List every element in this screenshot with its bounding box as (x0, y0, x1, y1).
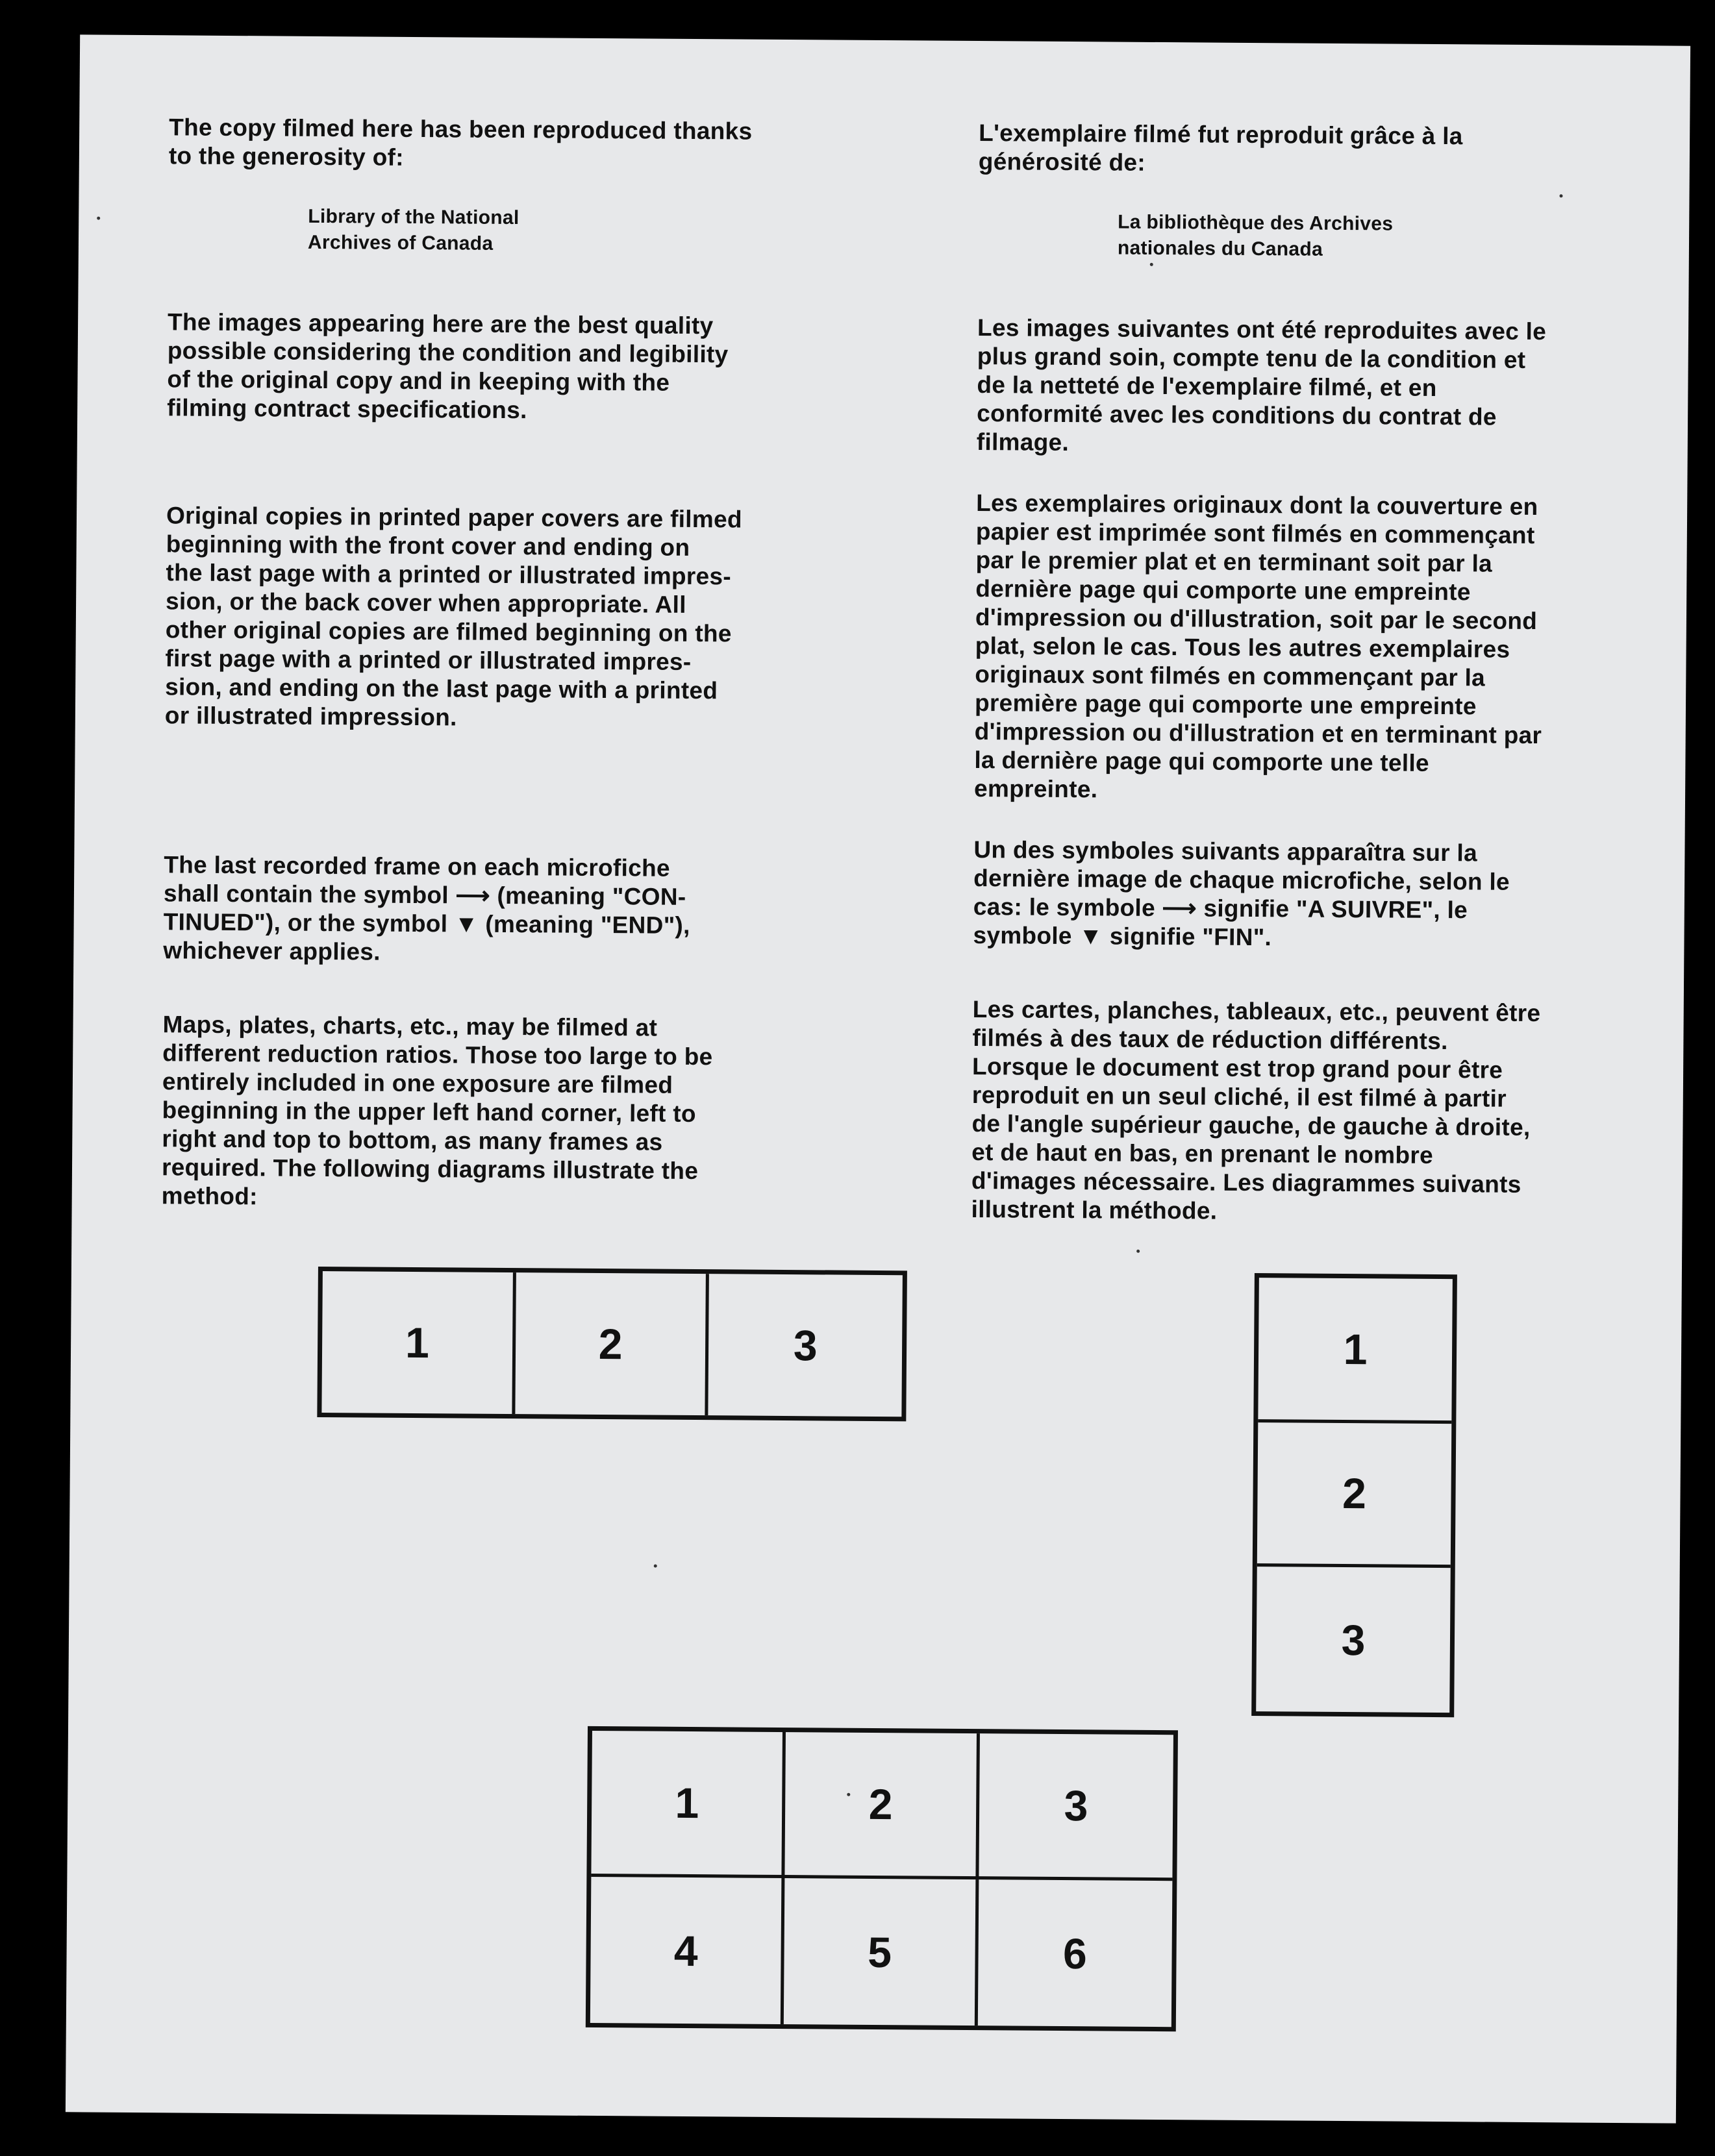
frame-cell: 2 (1257, 1422, 1452, 1568)
vertical-frame-diagram (1251, 1273, 1457, 1717)
english-covers-paragraph: Original copies in printed paper covers are filmed beginning with the front cover and ending on the last page with a printed or illustrated impres- sion, or the back cover when appropriate. All other original copies are filmed beginning on the first page with a printed or illustrated impres- sion, and ending on the last page with a printed or illustrated impression. (164, 502, 742, 731)
english-symbols-paragraph: The last recorded frame on each microfiche shall contain the symbol ⟶ (meaning "CON- TINUED"), or the symbol ▼ (meaning "END"), whichever applies. (163, 851, 690, 965)
frame-cell: 3 (793, 1321, 818, 1370)
dust-speck (654, 1565, 657, 1568)
frame-cell: 6 (1062, 1929, 1088, 1977)
dust-speck (847, 1793, 850, 1796)
frame-cell: 2 (515, 1272, 709, 1415)
frame-cell: 1 (321, 1271, 516, 1414)
frame-cell: 1 (1258, 1278, 1453, 1424)
french-institution: La bibliothèque des Archives nationales du Canada (1117, 211, 1394, 260)
frame-cell: 3 (979, 1733, 1173, 1881)
english-maps-paragraph: Maps, plates, charts, etc., may be filmed at different reduction ratios. Those too large to be entirely included in one exposure are filmed beginning in the upper left hand corner, left to right and top to bottom, as many frames as required. The following diagrams illustrate the method: (161, 1011, 713, 1210)
frame-cell: 3 (1341, 1615, 1366, 1664)
frame-cell: 2 (785, 1732, 980, 1879)
english-thanks: The copy filmed here has been reproduced thanks to the generosity of: (168, 114, 753, 171)
french-covers-paragraph: Les exemplaires originaux dont la couverture en papier est imprimée sont filmés en commençant par le premier plat et en terminant soit par la dernière page qui comporte une empreinte d'impression ou d'illustration, soit par le second plat, selon le cas. Tous les autres exemplaires originaux sont filmés en commençant par la première page qui comporte une empreinte d'impression ou d'illustration et en terminant par la dernière page qui comporte une telle empreinte. (973, 489, 1542, 803)
french-thanks: L'exemplaire filmé fut reproduit grâce à la générosité de: (978, 119, 1463, 176)
dust-speck (1136, 1250, 1140, 1253)
french-maps-paragraph: Les cartes, planches, tableaux, etc., peuvent être filmés à des taux de réduction différents. Lorsque le document est trop grand pour être reproduit en un seul cliché, il est filmé à partir de l'angle supérieur gauche, de gauche à droite, et de haut en bas, en prenant le nombre d'images nécessaire. Les diagrammes suivants illustrent la méthode. (971, 996, 1541, 1224)
frame-cell: 4 (590, 1877, 785, 2024)
frame-cell: 1 (591, 1731, 786, 1878)
horizontal-frame-diagram (317, 1267, 907, 1421)
english-quality-paragraph: The images appearing here are the best quality possible considering the condition and legibility of the original copy and in keeping with the filming contract specifications. (167, 308, 729, 424)
frame-cell: 5 (784, 1878, 979, 2026)
french-column (971, 119, 1680, 1228)
dust-speck (97, 217, 100, 220)
french-quality-paragraph: Les images suivantes ont été reproduites avec le plus grand soin, compte tenu de la condition et de la netteté de l'exemplaire filmé, et en conformité avec les conditions du contrat de filmage. (976, 314, 1547, 456)
english-column (162, 113, 871, 1215)
dust-speck (1560, 194, 1563, 197)
french-symbols-paragraph: Un des symboles suivants apparaîtra sur la dernière image de chaque microfiche, selon le cas: le symbole ⟶ signifie "A SUIVRE", le symbole ▼ signifie "FIN". (973, 836, 1510, 951)
dust-speck (1150, 263, 1153, 266)
grid-frame-diagram (586, 1726, 1178, 2031)
english-institution: Library of the National Archives of Canada (307, 205, 520, 254)
microfiche-target-sheet (66, 34, 1690, 2123)
